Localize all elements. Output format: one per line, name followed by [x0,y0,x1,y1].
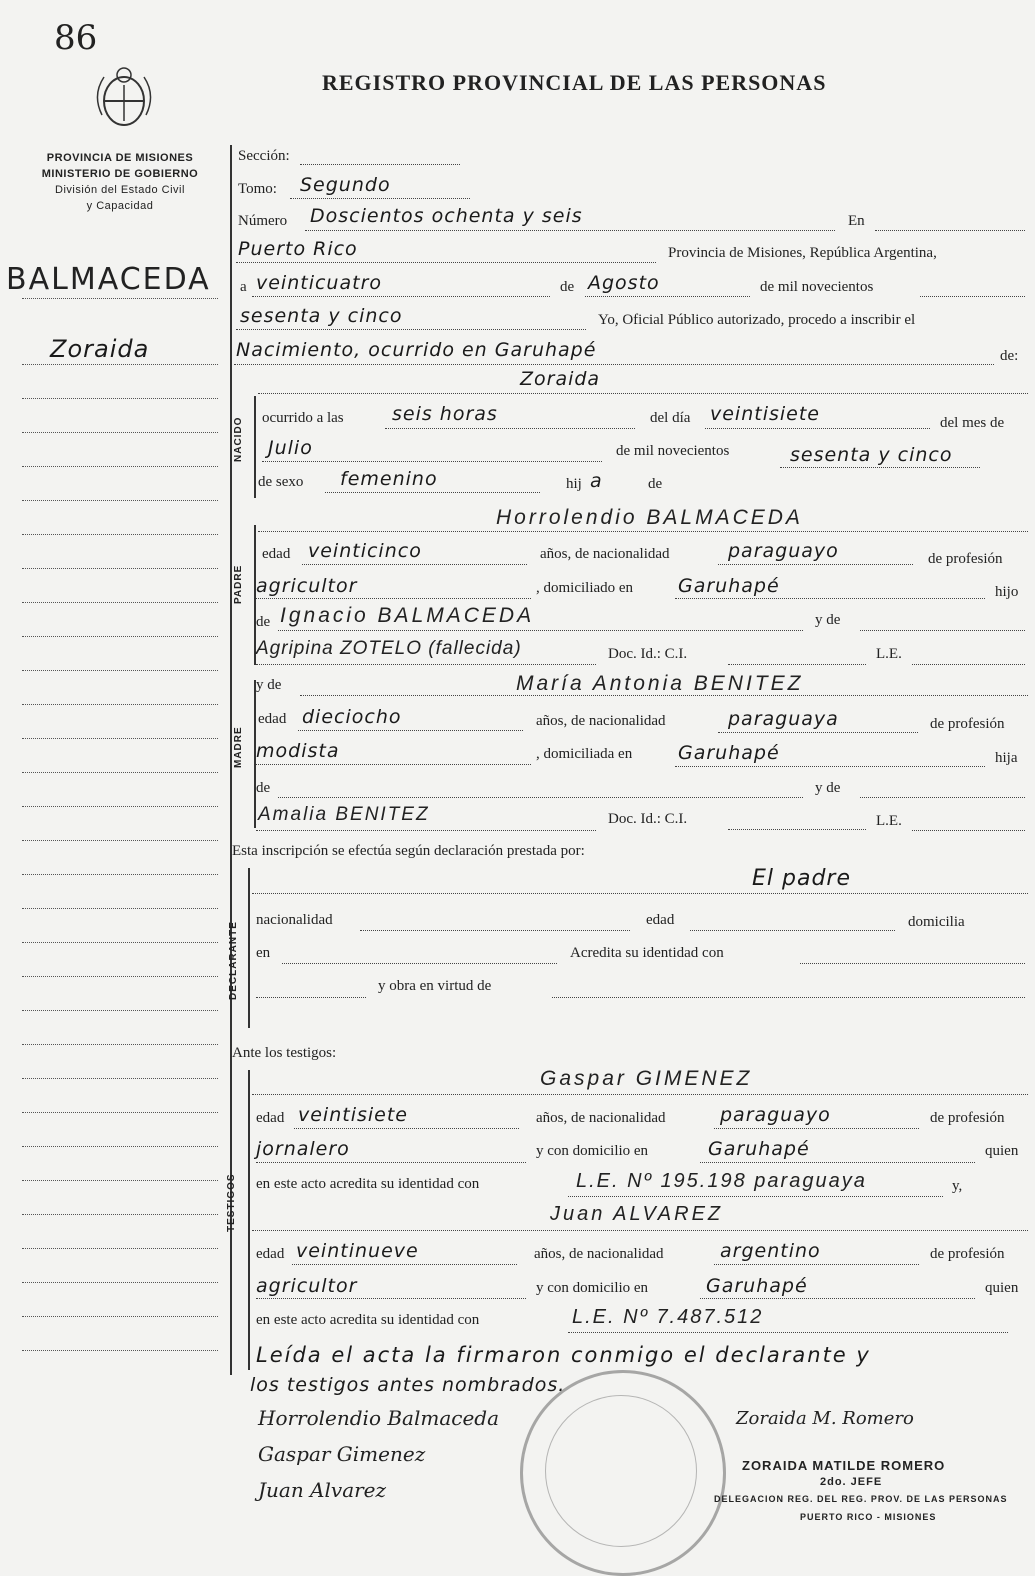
margin-surname: BALMACEDA [6,262,211,297]
margin-line [22,1350,218,1351]
margin-line [22,704,218,705]
witness2-profession: agricultor [256,1275,358,1297]
declarante-en-label: en [256,945,271,961]
witness2-nationality: argentino [720,1240,821,1262]
margin-line [22,908,218,909]
birth-year-value: sesenta y cinco [790,444,953,466]
witness2-id-field [568,1332,1008,1333]
declarante-acredita-label: Acredita su identidad con [570,945,724,961]
month-field [585,296,750,297]
day-field [252,296,550,297]
margin-line [22,1248,218,1249]
birth-month-field [262,461,602,462]
madre-de-label: de [256,780,271,796]
madre-doc-label: Doc. Id.: C.I. [608,811,688,827]
witness1-profession-field [256,1162,526,1163]
signature-official: Zoraida M. Romero [736,1408,914,1429]
witness2-name-field [252,1230,1028,1231]
sexo-label: de sexo [258,474,304,490]
official-place: PUERTO RICO - MISIONES [800,1512,937,1522]
en-label: En [848,213,865,229]
official-name: ZORAIDA MATILDE ROMERO [742,1458,946,1473]
madre-doc-field [728,829,866,830]
child-name: Zoraida [520,368,601,390]
witness2-prof-label: de profesión [930,1246,1005,1262]
locality-field [236,262,656,263]
margin-line [22,1180,218,1181]
locality-value: Puerto Rico [238,238,358,260]
declarante-domicilia-label: domicilia [908,914,965,930]
witness2-dom-label: y con domicilio en [536,1280,649,1296]
year-text: de mil novecientos [760,279,874,295]
sexo-value: femenino [340,468,438,490]
margin-line [22,534,218,535]
father-profession-field [256,598,531,599]
witness2-nationality-field [714,1264,919,1265]
madre-yde2-label: y de [815,780,841,796]
witness1-name-field [252,1094,1028,1095]
declarante-edad-label: edad [646,912,675,928]
padre-section-label: PADRE [233,564,244,604]
del-dia-label: del día [650,410,691,426]
numero-value: Doscientos ochenta y seis [310,205,583,227]
father-nationality: paraguayo [728,540,839,562]
margin-line [22,466,218,467]
witness1-dom-label: y con domicilio en [536,1143,649,1159]
margin-line [22,738,218,739]
maternal-grandmother-field [256,830,596,831]
declarante-nac-label: nacionalidad [256,912,333,928]
padre-de-label: de [256,614,271,630]
mother-domicile: Garuhapé [678,742,780,764]
witness1-name: Gaspar GIMENEZ [540,1067,753,1090]
nacido-de-label: de [648,476,663,492]
witness2-age-field [292,1264,517,1265]
margin-line [22,772,218,773]
issuing-office [20,150,220,214]
padre-yde-label: y de [815,612,841,628]
mother-nationality: paraguaya [728,708,839,730]
act-field [234,364,994,365]
testigos-section-label: TESTIGOS [226,1173,237,1232]
signature-witness1: Gaspar Gimenez [258,1442,426,1466]
witness2-edad-label: edad [256,1246,285,1262]
witness1-profession: jornalero [256,1138,350,1160]
madre-section-label: MADRE [233,726,244,768]
madre-le-label: L.E. [876,813,902,829]
official-seal-inner-ring [545,1395,697,1547]
declarante-border [248,868,250,1028]
birth-month-value: Julio [268,437,313,459]
declarante-edad-field [690,930,895,931]
nacido-section-label: NACIDO [233,416,244,462]
witness1-y-label: y, [952,1178,963,1194]
closing-line-2: los testigos antes nombrados. [250,1374,566,1396]
witness1-domicile-field [700,1162,975,1163]
del-mes-label: del mes de [940,415,1005,431]
margin-line [22,636,218,637]
witness2-nac-label: años, de nacionalidad [534,1246,664,1262]
margin-line [22,1010,218,1011]
ocurrido-label: ocurrido a las [262,410,344,426]
witness1-id: L.E. Nº 195.198 paraguaya [576,1170,867,1192]
margin-line [22,364,218,365]
numero-field [305,230,835,231]
margin-line [22,432,218,433]
declarante-en-field [282,963,557,964]
tomo-field [290,198,470,199]
mother-age: dieciocho [302,706,402,728]
act-value: Nacimiento, ocurrido en Garuhapé [236,339,597,361]
declarante-value: El padre [752,866,851,891]
hij-value: a [590,470,603,492]
argentina-coat-of-arms-icon [92,55,156,139]
madre-yde-label: y de [256,677,282,693]
margin-line [22,1214,218,1215]
page-number: 86 [54,18,98,58]
declarante-obra-field-start [256,997,366,998]
nacido-border [254,396,256,498]
paternal-grandfather-field [278,630,803,631]
margin-line [22,298,218,299]
mother-nationality-field [718,732,918,733]
witness1-age-field [294,1128,519,1129]
numero-label: Número [238,213,288,229]
witness1-id-field [568,1196,943,1197]
witness1-acredita-label: en este acto acredita su identidad con [256,1176,480,1192]
office-province: PROVINCIA DE MISIONES [46,152,194,164]
office-division: División del Estado Civil [55,184,185,196]
margin-line [22,1316,218,1317]
witness1-edad-label: edad [256,1110,285,1126]
birth-year-field [780,467,980,468]
en-field [875,230,1025,231]
margin-line [22,1112,218,1113]
margin-line [22,1078,218,1079]
padre-dom-label: , domiciliado en [536,580,634,596]
padre-doc-label: Doc. Id.: C.I. [608,646,688,662]
declarante-nac-field [360,930,630,931]
witness2-domicile-field [700,1298,975,1299]
de-colon-label: de: [1000,348,1019,364]
testigos-intro: Ante los testigos: [232,1045,337,1061]
oficial-text: Yo, Oficial Público autorizado, procedo a inscribir el [598,312,916,328]
hour-value: seis horas [392,403,498,425]
mother-domicile-field [675,766,985,767]
margin-line [22,1044,218,1045]
witness1-age: veintisiete [298,1104,408,1126]
de-label: de [560,279,575,295]
mother-profession-field [256,764,531,765]
margin-line [22,568,218,569]
margin-line [22,1146,218,1147]
month-value: Agosto [588,272,660,294]
witness2-domicile: Garuhapé [706,1275,808,1297]
tomo-value: Segundo [300,174,391,196]
office-ministry: MINISTERIO DE GOBIERNO [41,168,199,180]
birth-year-label: de mil novecientos [616,443,730,459]
father-domicile-field [675,598,985,599]
document-title: REGISTRO PROVINCIAL DE LAS PERSONAS [322,70,827,95]
madre-nac-label: años, de nacionalidad [536,713,666,729]
witness2-name: Juan ALVAREZ [550,1203,724,1225]
father-name: Horrolendio BALMACEDA [496,506,803,529]
father-age: veinticinco [308,540,422,562]
madre-yde2-field [860,797,1025,798]
witness1-quien-label: quien [985,1143,1019,1159]
margin-line [22,670,218,671]
birth-day-field [705,428,930,429]
padre-nac-label: años, de nacionalidad [540,546,670,562]
witness1-nationality-field [714,1128,919,1129]
declarante-intro: Esta inscripción se efectúa según declaración prestada por: [232,843,585,859]
mother-profession: modista [256,740,340,762]
declarante-obra-field [552,997,1025,998]
paternal-grandfather: Ignacio BALMACEDA [280,604,535,627]
sexo-field [325,492,540,493]
padre-yde-field [860,630,1025,631]
father-age-field [302,564,527,565]
father-nationality-field [718,564,913,565]
year-value: sesenta y cinco [240,305,403,327]
declarante-obra-label: y obra en virtud de [378,978,492,994]
paternal-grandmother: Agripina ZOTELO (fallecida) [256,638,522,659]
margin-line [22,874,218,875]
declarante-acredita-field [800,963,1025,964]
hijo-label: hijo [995,584,1019,600]
witness1-domicile: Garuhapé [708,1138,810,1160]
padre-edad-label: edad [262,546,291,562]
margin-line [22,500,218,501]
margin-line [22,840,218,841]
year-field-end [920,296,1025,297]
margin-line [22,806,218,807]
margin-line [22,976,218,977]
madre-prof-label: de profesión [930,716,1005,732]
witness1-nac-label: años, de nacionalidad [536,1110,666,1126]
tomo-label: Tomo: [238,181,277,197]
margin-line [22,398,218,399]
father-domicile: Garuhapé [678,575,780,597]
witness2-age: veintinueve [296,1240,419,1262]
madre-dom-label: , domiciliada en [536,746,633,762]
day-value: veinticuatro [256,272,382,294]
witness2-acredita-label: en este acto acredita su identidad con [256,1312,480,1328]
birth-day-value: veintisiete [710,403,820,425]
paternal-grandmother-field [256,664,596,665]
declarante-section-label: DECLARANTE [228,921,239,1000]
mother-name: María Antonia BENITEZ [516,672,804,695]
maternal-grandmother: Amalia BENITEZ [258,804,430,825]
testigos-border [248,1070,250,1370]
margin-line [22,602,218,603]
padre-le-label: L.E. [876,646,902,662]
seccion-label: Sección: [238,148,290,164]
father-profession: agricultor [256,575,358,597]
office-capacity: y Capacidad [86,200,154,212]
signature-witness2: Juan Alvarez [258,1478,387,1502]
padre-doc-field [728,664,866,665]
witness1-prof-label: de profesión [930,1110,1005,1126]
padre-le-field [912,664,1025,665]
madre-edad-label: edad [258,711,287,727]
declarante-field [252,893,1028,894]
hija-label: hija [995,750,1018,766]
madre-le-field [912,830,1025,831]
margin-given-name: Zoraida [50,335,150,363]
signature-declarant: Horrolendio Balmaceda [258,1406,500,1430]
witness1-nationality: paraguayo [720,1104,831,1126]
margin-line [22,942,218,943]
official-office: DELEGACION REG. DEL REG. PROV. DE LAS PERSONAS [714,1494,1008,1504]
mother-age-field [298,730,523,731]
mother-name-field [300,695,1028,696]
hour-field [385,428,635,429]
child-name-field [258,393,1028,394]
seccion-field [300,164,460,165]
hij-label: hij [566,476,582,492]
official-title: 2do. JEFE [820,1476,883,1488]
closing-line-1: Leída el acta la firmaron conmigo el declarante y [256,1343,871,1367]
province-text: Provincia de Misiones, República Argentina, [668,245,937,261]
witness2-profession-field [256,1298,526,1299]
a-label: a [240,279,247,295]
father-name-field [258,531,1028,532]
maternal-grandfather-field [278,797,803,798]
witness2-quien-label: quien [985,1280,1019,1296]
witness2-id: L.E. Nº 7.487.512 [572,1306,764,1328]
year-field [236,329,586,330]
padre-prof-label: de profesión [928,551,1003,567]
margin-line [22,1282,218,1283]
